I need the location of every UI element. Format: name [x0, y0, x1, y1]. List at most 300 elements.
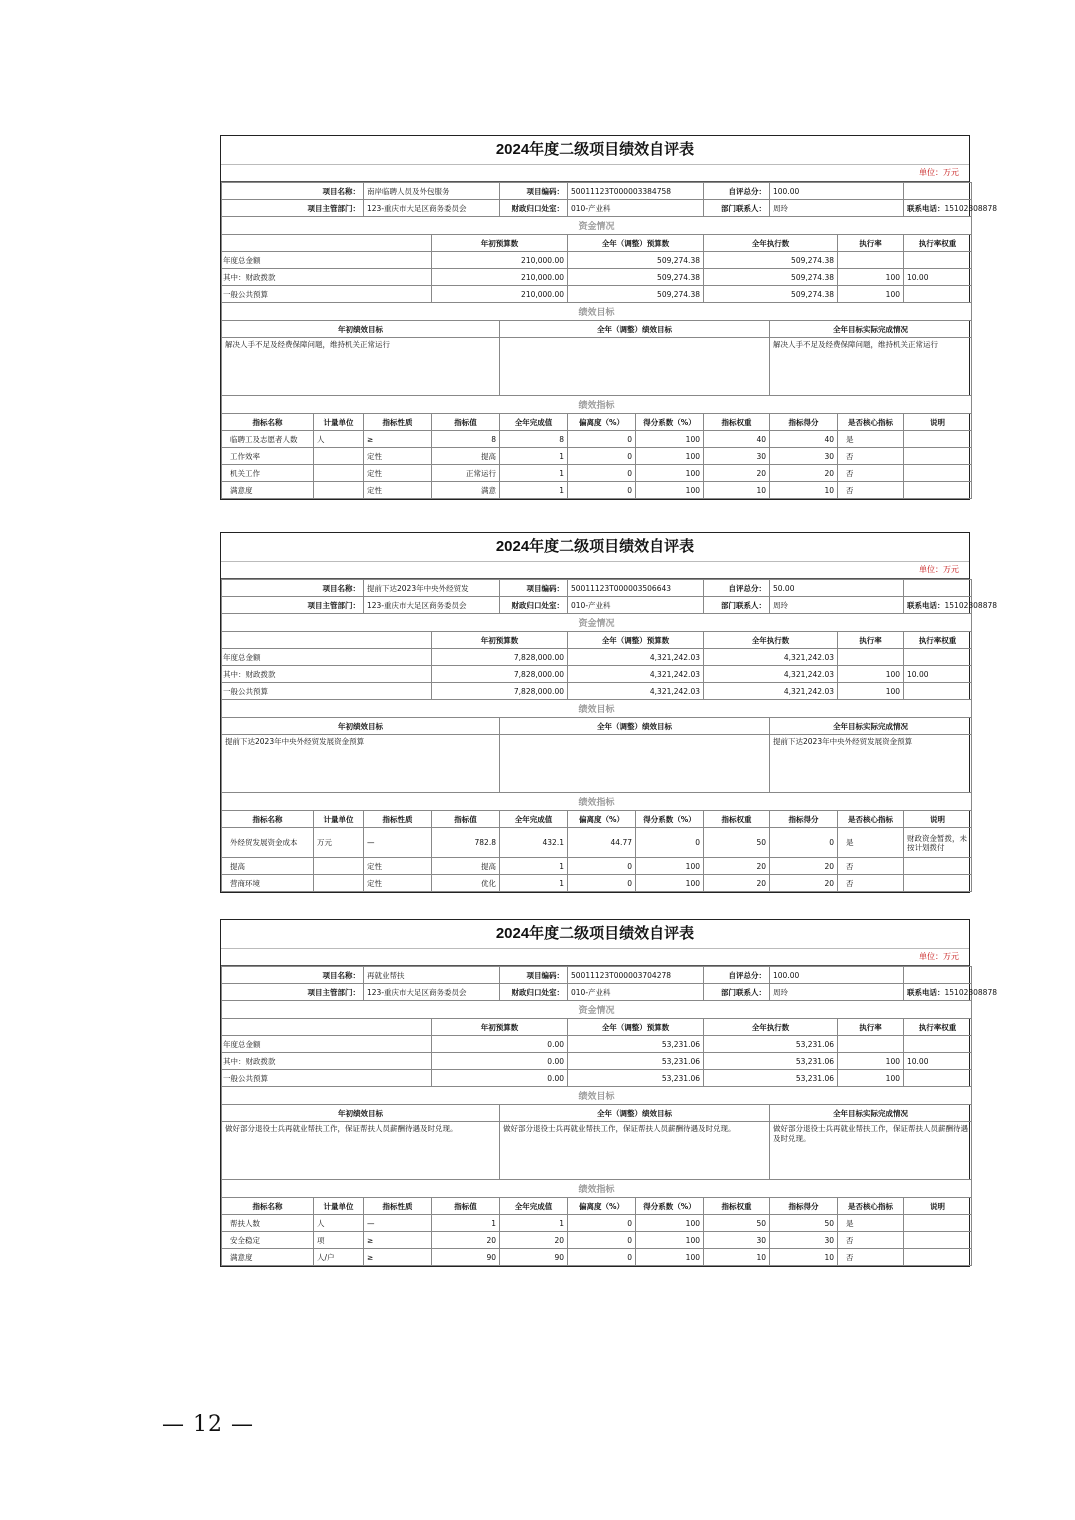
- goals-header: 年初绩效目标: [222, 321, 500, 338]
- project-name-value: 提前下达2023年中央外经贸发: [364, 580, 500, 597]
- indicator-note: [904, 448, 972, 465]
- goals-header: 全年目标实际完成情况: [770, 1105, 972, 1122]
- label-contact-person: 部门联系人：: [704, 200, 770, 217]
- indicator-dev: 0: [568, 448, 636, 465]
- funds-adjusted: 509,274.38: [568, 252, 704, 269]
- project-code-value: 50011123T000003384758: [568, 183, 704, 200]
- indicator-nature: ≥: [364, 431, 432, 448]
- unit-label: 单位：万元: [221, 562, 969, 579]
- indicator-core: 否: [838, 448, 904, 465]
- funds-executed: 509,274.38: [704, 269, 838, 286]
- funds-adjusted: 4,321,242.03: [568, 683, 704, 700]
- indicator-score: 50: [770, 1215, 838, 1232]
- indicator-nature: 定性: [364, 858, 432, 875]
- indicator-score: 10: [770, 482, 838, 499]
- indicator-dev: 0: [568, 875, 636, 892]
- funds-executed: 53,231.06: [704, 1036, 838, 1053]
- info-row: [222, 580, 972, 597]
- indicator-row: [222, 448, 972, 465]
- funds-weight: [904, 1070, 972, 1087]
- indicator-name: 满意度: [222, 482, 314, 499]
- funds-initial: 7,828,000.00: [432, 666, 568, 683]
- performance-form: [220, 135, 997, 500]
- funds-rate: [838, 1036, 904, 1053]
- indicator-header: 计量单位: [314, 414, 364, 431]
- funds-header: 执行率权重: [904, 235, 972, 252]
- indicator-header: 指标权重: [704, 414, 770, 431]
- label-project-code: 项目编码：: [500, 580, 568, 597]
- info-row: [222, 984, 972, 1001]
- indicator-dev: 0: [568, 465, 636, 482]
- form-table: [221, 966, 997, 1266]
- funds-header: 全年（调整）预算数: [568, 632, 704, 649]
- funds-adjusted: 509,274.38: [568, 286, 704, 303]
- indicator-dev: 0: [568, 482, 636, 499]
- goal-actual: 做好部分退役士兵再就业帮扶工作，保证帮扶人员薪酬待遇及时兑现。: [770, 1122, 972, 1180]
- indicator-core: 否: [838, 875, 904, 892]
- indicator-header: 指标性质: [364, 1198, 432, 1215]
- indicator-score: 20: [770, 858, 838, 875]
- form-title: 2024年度二级项目绩效自评表: [221, 920, 969, 949]
- section-row: [222, 1001, 972, 1019]
- indicator-name: 安全稳定: [222, 1232, 314, 1249]
- indicator-header: 全年完成值: [500, 1198, 568, 1215]
- info-row: [222, 183, 972, 200]
- indicator-row: [222, 875, 972, 892]
- indicator-row: [222, 828, 972, 858]
- indicator-row: [222, 1215, 972, 1232]
- funds-rate: 100: [838, 1053, 904, 1070]
- indicator-header: 说明: [904, 1198, 972, 1215]
- contact-phone-cell: [904, 984, 997, 1001]
- contact-phone-value: 15102308878: [944, 600, 998, 610]
- finance-value: 010-产业科: [568, 984, 704, 1001]
- funds-initial: 210,000.00: [432, 286, 568, 303]
- section-funds: 资金情况: [222, 614, 972, 632]
- funds-rate: [838, 252, 904, 269]
- indicator-done: 432.1: [500, 828, 568, 858]
- goals-header-row: [222, 718, 972, 735]
- funds-header-row: [222, 632, 972, 649]
- indicator-name: 提高: [222, 858, 314, 875]
- indicator-header: 全年完成值: [500, 414, 568, 431]
- indicator-unit: [314, 875, 364, 892]
- contact-person-value: 周玲: [770, 200, 904, 217]
- funds-row-name: 年度总金额: [222, 1036, 432, 1053]
- indicator-header: 全年完成值: [500, 811, 568, 828]
- goals-header: 全年（调整）绩效目标: [500, 1105, 770, 1122]
- indicator-row: [222, 1249, 972, 1266]
- label-project-name: 项目名称：: [222, 183, 364, 200]
- indicator-row: [222, 465, 972, 482]
- indicator-row: [222, 482, 972, 499]
- indicator-header: 得分系数（%）: [636, 811, 704, 828]
- indicator-target: 20: [432, 1232, 500, 1249]
- section-indicators: 绩效指标: [222, 793, 972, 811]
- indicator-row: [222, 1232, 972, 1249]
- indicator-header: 指标性质: [364, 811, 432, 828]
- indicator-done: 1: [500, 465, 568, 482]
- indicator-core: 是: [838, 431, 904, 448]
- indicator-nature: 定性: [364, 875, 432, 892]
- funds-row-name: 其中：财政拨款: [222, 269, 432, 286]
- unit-label: 单位：万元: [221, 165, 969, 182]
- project-name-value: 南岸临聘人员及外包服务: [364, 183, 500, 200]
- funds-adjusted: 53,231.06: [568, 1036, 704, 1053]
- indicator-note: [904, 1215, 972, 1232]
- indicator-weight: 30: [704, 448, 770, 465]
- indicator-dev: 44.77: [568, 828, 636, 858]
- indicator-done: 1: [500, 1215, 568, 1232]
- indicator-unit: [314, 448, 364, 465]
- section-row: [222, 303, 972, 321]
- section-row: [222, 614, 972, 632]
- goals-header: 年初绩效目标: [222, 1105, 500, 1122]
- section-funds: 资金情况: [222, 217, 972, 235]
- goals-header: 年初绩效目标: [222, 718, 500, 735]
- funds-row-name: 年度总金额: [222, 649, 432, 666]
- indicator-core: 是: [838, 1215, 904, 1232]
- info-row: [222, 967, 972, 984]
- indicator-coef: 100: [636, 858, 704, 875]
- indicator-header: 指标名称: [222, 414, 314, 431]
- indicator-target: 1: [432, 1215, 500, 1232]
- project-name-value: 再就业帮扶: [364, 967, 500, 984]
- funds-row-name: 一般公共预算: [222, 683, 432, 700]
- finance-value: 010-产业科: [568, 200, 704, 217]
- indicator-coef: 100: [636, 875, 704, 892]
- indicator-score: 40: [770, 431, 838, 448]
- indicator-header: 指标得分: [770, 1198, 838, 1215]
- funds-weight: [904, 1036, 972, 1053]
- funds-executed: 509,274.38: [704, 286, 838, 303]
- contact-person-value: 周玲: [770, 984, 904, 1001]
- dept-value: 123-重庆市大足区商务委员会: [364, 597, 500, 614]
- funds-initial: 0.00: [432, 1053, 568, 1070]
- info-row: [222, 200, 972, 217]
- project-code-value: 50011123T000003506643: [568, 580, 704, 597]
- label-contact-person: 部门联系人：: [704, 984, 770, 1001]
- indicator-coef: 100: [636, 465, 704, 482]
- indicator-unit: [314, 482, 364, 499]
- indicator-target: 正常运行: [432, 465, 500, 482]
- goal-actual: 提前下达2023年中央外经贸发展资金预算: [770, 735, 972, 793]
- funds-row: [222, 269, 972, 286]
- indicator-core: 否: [838, 1249, 904, 1266]
- indicator-header: 说明: [904, 414, 972, 431]
- funds-executed: 4,321,242.03: [704, 649, 838, 666]
- indicator-header: 指标值: [432, 1198, 500, 1215]
- indicator-header: 指标值: [432, 811, 500, 828]
- indicator-header: 说明: [904, 811, 972, 828]
- funds-header: [222, 1019, 432, 1036]
- section-funds: 资金情况: [222, 1001, 972, 1019]
- indicator-done: 20: [500, 1232, 568, 1249]
- form-table: [221, 579, 998, 892]
- indicator-core: 否: [838, 465, 904, 482]
- funds-header-row: [222, 1019, 972, 1036]
- indicator-coef: 100: [636, 1215, 704, 1232]
- goal-adjusted: 做好部分退役士兵再就业帮扶工作，保证帮扶人员薪酬待遇及时兑现。: [500, 1122, 770, 1180]
- section-row: [222, 396, 972, 414]
- indicator-note: [904, 858, 972, 875]
- funds-rate: 100: [838, 1070, 904, 1087]
- indicator-header: 指标名称: [222, 1198, 314, 1215]
- indicator-weight: 30: [704, 1232, 770, 1249]
- section-row: [222, 1180, 972, 1198]
- indicator-note: 财政资金暂拨，未按计划拨付: [904, 828, 972, 858]
- contact-person-value: 周玲: [770, 597, 904, 614]
- funds-row: [222, 666, 972, 683]
- goal-actual: 解决人手不足及经费保障问题，维持机关正常运行: [770, 338, 972, 396]
- info-row: [222, 597, 972, 614]
- indicator-header: 计量单位: [314, 811, 364, 828]
- funds-executed: 53,231.06: [704, 1053, 838, 1070]
- indicators-header-row: [222, 811, 972, 828]
- form-table: [221, 182, 997, 499]
- funds-header: 执行率权重: [904, 1019, 972, 1036]
- form-title: 2024年度二级项目绩效自评表: [221, 136, 969, 165]
- label-project-code: 项目编码：: [500, 183, 568, 200]
- indicator-nature: —: [364, 828, 432, 858]
- funds-initial: 0.00: [432, 1070, 568, 1087]
- funds-initial: 0.00: [432, 1036, 568, 1053]
- indicator-unit: 项: [314, 1232, 364, 1249]
- indicator-unit: 人: [314, 1215, 364, 1232]
- indicator-name: 机关工作: [222, 465, 314, 482]
- indicator-target: 90: [432, 1249, 500, 1266]
- indicator-target: 782.8: [432, 828, 500, 858]
- indicator-target: 8: [432, 431, 500, 448]
- section-row: [222, 700, 972, 718]
- funds-header: 年初预算数: [432, 1019, 568, 1036]
- indicator-dev: 0: [568, 1232, 636, 1249]
- indicator-coef: 100: [636, 1232, 704, 1249]
- funds-row: [222, 1053, 972, 1070]
- funds-header: 年初预算数: [432, 235, 568, 252]
- funds-weight: [904, 252, 972, 269]
- indicator-nature: ≥: [364, 1249, 432, 1266]
- goal-initial: 做好部分退役士兵再就业帮扶工作，保证帮扶人员薪酬待遇及时兑现。: [222, 1122, 500, 1180]
- indicator-header: 偏离度（%）: [568, 811, 636, 828]
- indicator-weight: 10: [704, 482, 770, 499]
- indicator-target: 提高: [432, 858, 500, 875]
- indicator-dev: 0: [568, 858, 636, 875]
- indicator-name: 满意度: [222, 1249, 314, 1266]
- goals-row: [222, 735, 972, 793]
- indicator-weight: 50: [704, 1215, 770, 1232]
- indicator-nature: 定性: [364, 482, 432, 499]
- indicator-core: 否: [838, 858, 904, 875]
- indicator-done: 1: [500, 858, 568, 875]
- label-contact-phone: 联系电话：: [907, 600, 945, 610]
- goals-header: 全年目标实际完成情况: [770, 321, 972, 338]
- indicator-weight: 20: [704, 858, 770, 875]
- contact-phone-cell: [904, 200, 997, 217]
- indicator-coef: 100: [636, 1249, 704, 1266]
- dept-value: 123-重庆市大足区商务委员会: [364, 984, 500, 1001]
- indicator-weight: 20: [704, 465, 770, 482]
- indicator-done: 8: [500, 431, 568, 448]
- indicator-score: 20: [770, 875, 838, 892]
- label-project-name: 项目名称：: [222, 967, 364, 984]
- funds-header: 全年（调整）预算数: [568, 235, 704, 252]
- empty-cell: [904, 183, 972, 200]
- funds-executed: 4,321,242.03: [704, 683, 838, 700]
- section-goals: 绩效目标: [222, 303, 972, 321]
- funds-header: 全年执行数: [704, 632, 838, 649]
- label-contact-person: 部门联系人：: [704, 597, 770, 614]
- indicator-header: 是否核心指标: [838, 1198, 904, 1215]
- indicator-header: 计量单位: [314, 1198, 364, 1215]
- indicators-header-row: [222, 414, 972, 431]
- performance-form: [220, 919, 997, 1267]
- funds-header: 执行率: [838, 235, 904, 252]
- indicator-unit: 人: [314, 431, 364, 448]
- goal-adjusted: [500, 338, 770, 396]
- indicator-header: 得分系数（%）: [636, 1198, 704, 1215]
- funds-row-name: 其中：财政拨款: [222, 1053, 432, 1070]
- funds-executed: 509,274.38: [704, 252, 838, 269]
- funds-row: [222, 683, 972, 700]
- indicator-nature: ≥: [364, 1232, 432, 1249]
- goals-header-row: [222, 1105, 972, 1122]
- funds-header: 全年执行数: [704, 1019, 838, 1036]
- contact-phone-value: 15102308878: [944, 203, 997, 213]
- indicator-header: 得分系数（%）: [636, 414, 704, 431]
- indicator-unit: 万元: [314, 828, 364, 858]
- unit-label: 单位：万元: [221, 949, 969, 966]
- indicator-unit: [314, 465, 364, 482]
- indicator-core: 是: [838, 828, 904, 858]
- indicator-score: 30: [770, 448, 838, 465]
- goals-header: 全年（调整）绩效目标: [500, 321, 770, 338]
- indicator-done: 1: [500, 875, 568, 892]
- funds-header: 全年执行数: [704, 235, 838, 252]
- indicator-done: 90: [500, 1249, 568, 1266]
- indicator-dev: 0: [568, 1215, 636, 1232]
- indicator-weight: 40: [704, 431, 770, 448]
- funds-rate: 100: [838, 683, 904, 700]
- goals-row: [222, 338, 972, 396]
- goals-header: 全年目标实际完成情况: [770, 718, 972, 735]
- funds-header-row: [222, 235, 972, 252]
- indicator-note: [904, 1249, 972, 1266]
- funds-adjusted: 53,231.06: [568, 1070, 704, 1087]
- indicator-header: 指标名称: [222, 811, 314, 828]
- indicator-name: 营商环境: [222, 875, 314, 892]
- funds-header: 年初预算数: [432, 632, 568, 649]
- funds-adjusted: 509,274.38: [568, 269, 704, 286]
- funds-row-name: 其中：财政拨款: [222, 666, 432, 683]
- funds-rate: 100: [838, 666, 904, 683]
- indicator-target: 优化: [432, 875, 500, 892]
- indicator-done: 1: [500, 482, 568, 499]
- empty-cell: [904, 967, 972, 984]
- indicator-note: [904, 431, 972, 448]
- label-self-score: 自评总分：: [704, 580, 770, 597]
- funds-header: 全年（调整）预算数: [568, 1019, 704, 1036]
- funds-weight: [904, 286, 972, 303]
- self-score-value: 100.00: [770, 183, 904, 200]
- indicator-header: 指标性质: [364, 414, 432, 431]
- funds-weight: 10.00: [904, 666, 972, 683]
- indicator-header: 指标权重: [704, 1198, 770, 1215]
- label-finance: 财政归口处室：: [500, 984, 568, 1001]
- goal-initial: 解决人手不足及经费保障问题，维持机关正常运行: [222, 338, 500, 396]
- indicator-header: 指标权重: [704, 811, 770, 828]
- indicator-done: 1: [500, 448, 568, 465]
- self-score-value: 100.00: [770, 967, 904, 984]
- funds-row-name: 年度总金额: [222, 252, 432, 269]
- funds-header: 执行率权重: [904, 632, 972, 649]
- funds-weight: 10.00: [904, 1053, 972, 1070]
- indicator-weight: 10: [704, 1249, 770, 1266]
- funds-rate: 100: [838, 286, 904, 303]
- label-dept: 项目主管部门：: [222, 984, 364, 1001]
- funds-weight: [904, 683, 972, 700]
- funds-initial: 210,000.00: [432, 269, 568, 286]
- label-self-score: 自评总分：: [704, 967, 770, 984]
- indicator-coef: 100: [636, 482, 704, 499]
- indicator-header: 偏离度（%）: [568, 1198, 636, 1215]
- contact-phone-value: 15102308878: [944, 987, 997, 997]
- indicator-note: [904, 482, 972, 499]
- label-project-name: 项目名称：: [222, 580, 364, 597]
- indicator-score: 20: [770, 465, 838, 482]
- indicator-weight: 50: [704, 828, 770, 858]
- dept-value: 123-重庆市大足区商务委员会: [364, 200, 500, 217]
- funds-executed: 53,231.06: [704, 1070, 838, 1087]
- indicators-header-row: [222, 1198, 972, 1215]
- indicator-target: 提高: [432, 448, 500, 465]
- project-code-value: 50011123T000003704278: [568, 967, 704, 984]
- indicator-weight: 20: [704, 875, 770, 892]
- funds-header: [222, 235, 432, 252]
- indicator-name: 帮扶人数: [222, 1215, 314, 1232]
- funds-executed: 4,321,242.03: [704, 666, 838, 683]
- indicator-note: [904, 465, 972, 482]
- funds-row-name: 一般公共预算: [222, 1070, 432, 1087]
- funds-row: [222, 286, 972, 303]
- funds-weight: 10.00: [904, 269, 972, 286]
- indicator-nature: 定性: [364, 448, 432, 465]
- indicator-score: 10: [770, 1249, 838, 1266]
- goals-row: [222, 1122, 972, 1180]
- indicator-header: 指标值: [432, 414, 500, 431]
- indicator-nature: 定性: [364, 465, 432, 482]
- goal-adjusted: [500, 735, 770, 793]
- label-finance: 财政归口处室：: [500, 200, 568, 217]
- indicator-row: [222, 858, 972, 875]
- section-indicators: 绩效指标: [222, 1180, 972, 1198]
- indicator-core: 否: [838, 1232, 904, 1249]
- indicator-core: 否: [838, 482, 904, 499]
- funds-row-name: 一般公共预算: [222, 286, 432, 303]
- indicator-score: 0: [770, 828, 838, 858]
- label-self-score: 自评总分：: [704, 183, 770, 200]
- label-project-code: 项目编码：: [500, 967, 568, 984]
- indicator-coef: 0: [636, 828, 704, 858]
- section-row: [222, 1087, 972, 1105]
- finance-value: 010-产业科: [568, 597, 704, 614]
- goals-header: 全年（调整）绩效目标: [500, 718, 770, 735]
- funds-header: [222, 632, 432, 649]
- empty-cell: [904, 580, 972, 597]
- page-number: — 12 —: [162, 1412, 254, 1437]
- section-goals: 绩效目标: [222, 1087, 972, 1105]
- funds-adjusted: 4,321,242.03: [568, 649, 704, 666]
